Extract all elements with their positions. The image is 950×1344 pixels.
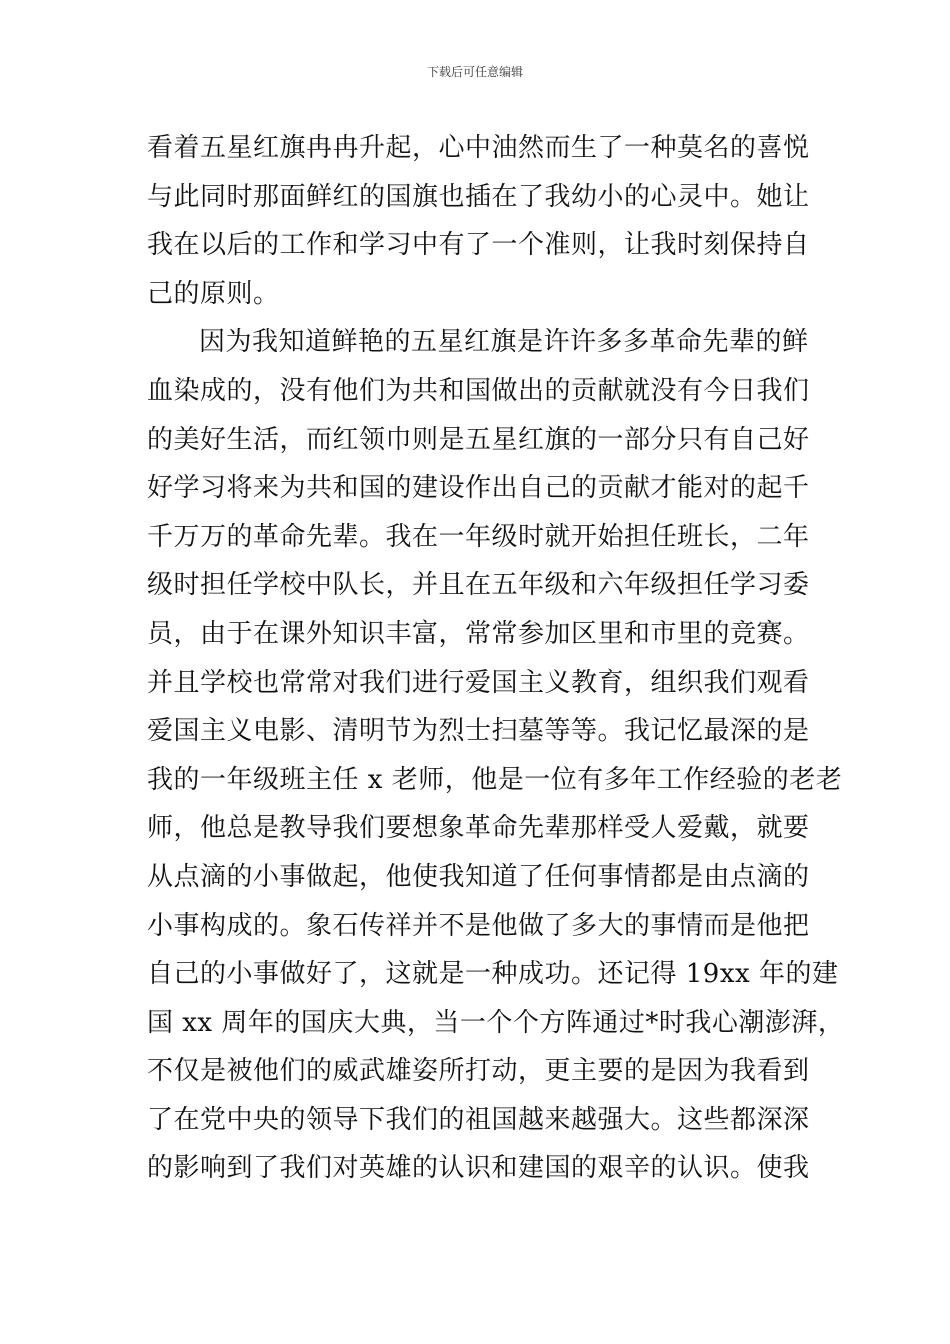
- text-line: 我的一年级班主任 x 老师，他是一位有多年工作经验的老老: [147, 764, 843, 795]
- text-line: 师，他总是教导我们要想象革命先辈那样受人爱戴，就要: [147, 813, 810, 844]
- text-line: 己的原则。: [147, 278, 280, 309]
- text-line: 国 xx 周年的国庆大典，当一个个方阵通过*时我心潮澎湃，: [147, 1007, 845, 1038]
- text-line: 从点滴的小事做起，他使我知道了任何事情都是由点滴的: [147, 861, 810, 892]
- body-text: [147, 124, 845, 1193]
- text-line: 了在党中央的领导下我们的祖国越来越强大。这些都深深: [147, 1104, 810, 1135]
- text-line: 不仅是被他们的威武雄姿所打动，更主要的是因为我看到: [147, 1056, 810, 1087]
- text-line: 千万万的革命先辈。我在一年级时就开始担任班长，二年: [147, 521, 810, 552]
- text-line: 员，由于在课外知识丰富，常常参加区里和市里的竞赛。: [147, 618, 810, 649]
- text-line: 小事构成的。象石传祥并不是他做了多大的事情而是他把: [147, 910, 810, 941]
- text-line: 血染成的，没有他们为共和国做出的贡献就没有今日我们: [147, 375, 810, 406]
- text-line: 的美好生活，而红领巾则是五星红旗的一部分只有自己好: [147, 424, 810, 455]
- text-line: 自己的小事做好了，这就是一种成功。还记得 19xx 年的建: [147, 959, 839, 990]
- text-line-indented: 因为我知道鲜艳的五星红旗是许许多多革命先辈的鲜: [199, 327, 809, 358]
- page-header: 下载后可任意编辑: [426, 65, 523, 79]
- text-line: 我在以后的工作和学习中有了一个准则，让我时刻保持自: [147, 230, 810, 261]
- text-line: 看着五星红旗冉冉升起，心中油然而生了一种莫名的喜悦: [147, 133, 810, 163]
- text-line: 的影响到了我们对英雄的认识和建国的艰辛的认识。使我: [147, 1153, 810, 1184]
- text-line: 级时担任学校中队长，并且在五年级和六年级担任学习委: [147, 570, 810, 601]
- text-line: 与此同时那面鲜红的国旗也插在了我幼小的心灵中。她让: [147, 181, 810, 212]
- text-line: 好学习将来为共和国的建设作出自己的贡献才能对的起千: [147, 473, 810, 504]
- text-line: 并且学校也常常对我们进行爱国主义教育，组织我们观看: [147, 667, 810, 698]
- text-line: 爱国主义电影、清明节为烈士扫墓等等。我记忆最深的是: [147, 716, 810, 747]
